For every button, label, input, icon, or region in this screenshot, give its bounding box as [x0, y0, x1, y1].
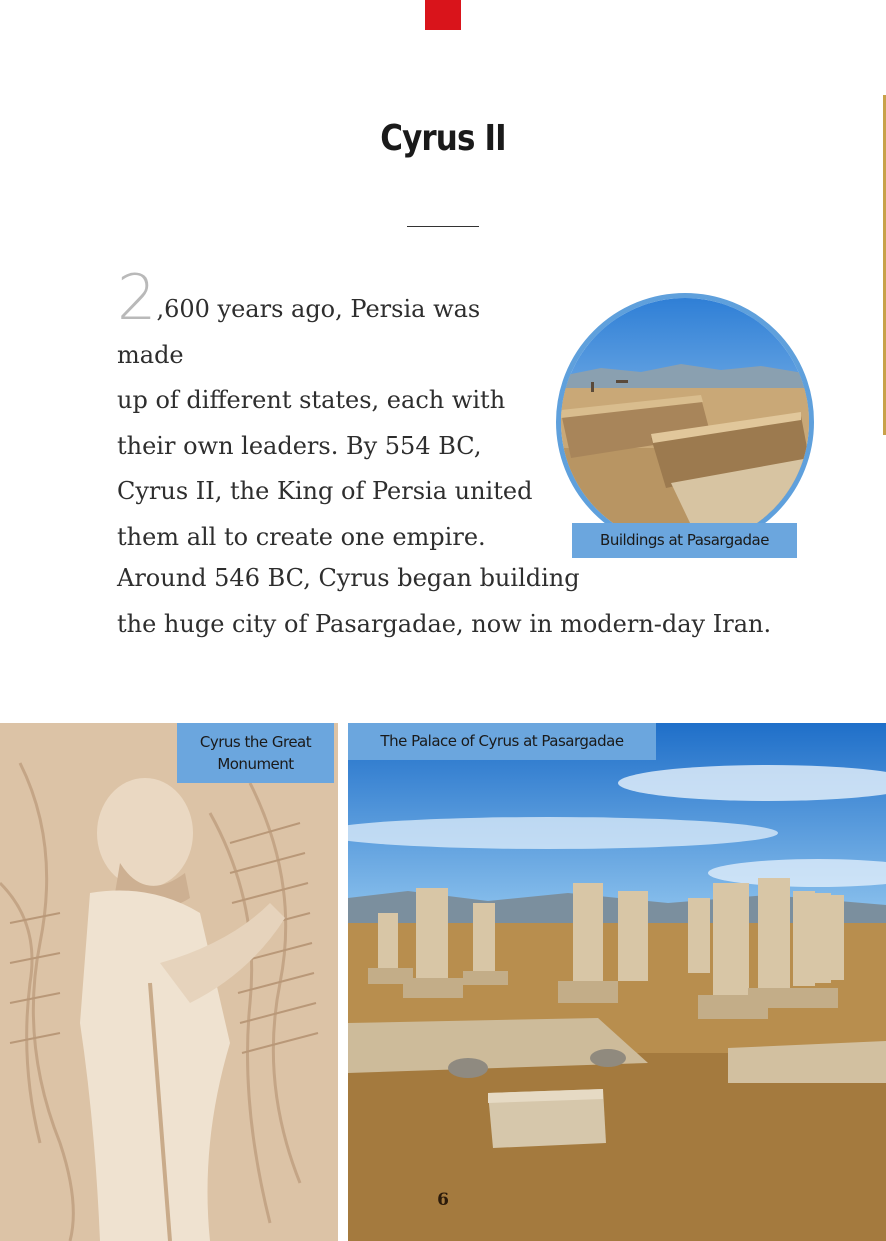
intro-line-1: ,600 years ago, Persia was made [117, 295, 481, 369]
intro-line-3: their own leaders. By 554 BC, [117, 431, 482, 460]
monument-caption-line-1: Cyrus the Great [199, 733, 312, 751]
title-divider [407, 226, 479, 227]
top-red-tab [425, 0, 461, 30]
monument-caption-line-2: Monument [217, 755, 294, 773]
body-line-1: Around 546 BC, Cyrus began building [117, 564, 580, 592]
intro-line-4: Cyrus II, the King of Persia united [117, 477, 533, 505]
cyrus-monument-photo [0, 723, 338, 1241]
intro-line-5: them all to create one empire. [117, 522, 486, 551]
intro-line-2: up of different states, each with [117, 386, 506, 414]
palace-of-cyrus-photo [348, 723, 886, 1241]
monument-caption [177, 723, 334, 783]
body-line-2: the huge city of Pasargadae, now in modern-day Iran. [117, 610, 772, 638]
pasargadae-buildings-photo [556, 293, 814, 551]
intro-paragraph [117, 261, 547, 560]
body-paragraph [117, 555, 817, 647]
page-title: Cyrus II [380, 118, 506, 159]
circle-photo-caption: Buildings at Pasargadae [572, 523, 797, 558]
drop-cap: 2 [117, 261, 157, 334]
palace-caption: The Palace of Cyrus at Pasargadae [348, 723, 656, 760]
page-number: 6 [437, 1190, 449, 1210]
